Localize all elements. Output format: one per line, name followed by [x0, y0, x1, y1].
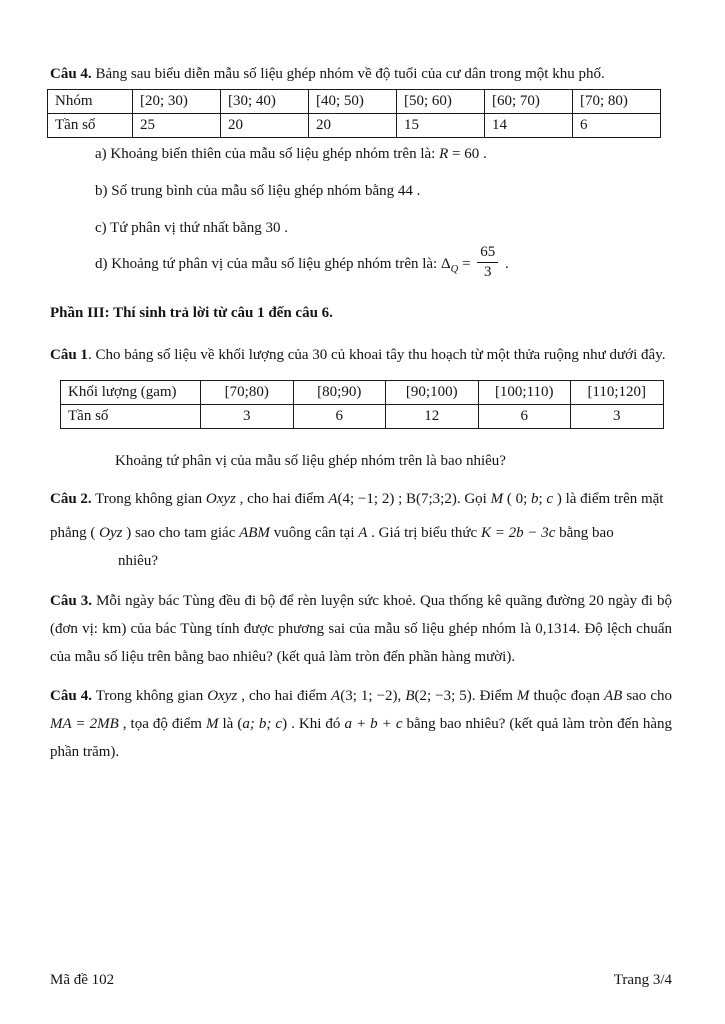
part3-question-3 [50, 587, 672, 671]
question-label: Câu 4. [50, 66, 92, 82]
question-text: là ( [218, 716, 243, 732]
table-cell: 3 [571, 405, 664, 429]
table-header-cell: Tần số [61, 405, 201, 429]
table-cell: 20 [309, 114, 397, 138]
statement-c-text: c) Tứ phân vị thứ nhất bằng [95, 220, 266, 236]
part2-question-4-intro [50, 64, 672, 85]
table-cell: [110;120] [571, 381, 664, 405]
delta-symbol: Δ [440, 255, 451, 272]
question-text: , cho hai điểm [237, 688, 332, 704]
question-text: Bảng sau biểu diễn mẫu số liệu ghép nhóm về độ tuổi của cư dân trong một khu phố. [91, 66, 605, 82]
exam-code: Mã đề 102 [50, 972, 115, 988]
question-text: , cho hai điểm [235, 491, 329, 507]
table-cell: [20; 30) [133, 90, 221, 114]
part3-question-2 [50, 485, 672, 513]
table-cell: [40; 50) [309, 90, 397, 114]
math-variable: ABM [239, 525, 270, 541]
question-text: . Giá trị biểu thức [367, 525, 481, 541]
math-variable: M [516, 688, 530, 704]
table-cell: 6 [293, 405, 386, 429]
math-expression: MA = 2MB [50, 716, 119, 732]
table-header-cell: Nhóm [48, 90, 133, 114]
fraction-denominator: 3 [483, 264, 492, 280]
question-label: Câu 4. [50, 688, 92, 704]
question-text: ) là điểm trên mặt [553, 491, 664, 507]
question-text: ( 0; [503, 491, 531, 507]
statement-d [95, 246, 672, 283]
table-header-cell: Tần số [48, 114, 133, 138]
table-cell: 6 [573, 114, 661, 138]
question-text: (4; −1; 2) ; B(7;3;2). Gọi [337, 491, 491, 507]
table-cell: [80;90) [293, 381, 386, 405]
question-text: vuông cân tại [269, 525, 359, 541]
fraction-numerator: 65 [477, 244, 498, 263]
math-variable: A [358, 525, 368, 541]
math-variable: A [328, 491, 338, 507]
question-1-prompt: Khoảng tứ phân vị của mẫu số liệu ghép nhóm trên là bao nhiêu? [115, 453, 506, 469]
statement-c-value: 30 . [265, 220, 289, 236]
part3-question-4 [50, 682, 672, 766]
table-cell: [70; 80) [573, 90, 661, 114]
question-text: thuộc đoạn [529, 688, 604, 704]
question-text: ) sao cho tam giác [122, 525, 240, 541]
table-row-mass [61, 381, 664, 405]
statement-b-text: b) Số trung bình của mẫu số liệu ghép nhóm bằng [95, 183, 398, 199]
question-text: . Cho bảng số liệu về khối lượng của 30 củ khoai tây thu hoạch từ một thửa ruộng như dưới đây. [87, 347, 666, 363]
part3-heading: Phần III: Thí sinh trả lời từ câu 1 đến câu 6. [50, 305, 333, 321]
statement-a-text: a) Khoảng biến thiên của mẫu số liệu ghép nhóm trên là: [95, 146, 440, 162]
math-variable: M [205, 716, 219, 732]
table-cell: [100;110) [478, 381, 571, 405]
page-number: Trang 3/4 [613, 972, 672, 988]
math-variable: R [439, 146, 449, 162]
question-text: bằng bao nhiêu? (kết quả làm tròn đến hàng phần trăm). [50, 716, 673, 760]
math-variable: B [405, 688, 415, 704]
math-variable: A [331, 688, 341, 704]
statement-d-text: d) Khoảng tứ phân vị của mẫu số liệu ghép nhóm trên là: [95, 255, 441, 272]
question-text: Trong không gian [91, 491, 206, 507]
question-text: , tọa độ điểm [118, 716, 206, 732]
table-cell: 20 [221, 114, 309, 138]
question-label: Câu 2. [50, 491, 92, 507]
statement-a-value: = 60 . [448, 146, 487, 162]
table-cell: [50; 60) [397, 90, 485, 114]
page-content [50, 64, 672, 766]
table-row-frequencies [48, 114, 661, 138]
table-cell: 3 [201, 405, 294, 429]
part3-question-1 [50, 341, 672, 369]
math-expression: K = 2b − 3c [480, 525, 556, 541]
table-cell: 14 [485, 114, 573, 138]
math-expression: a + b + c [344, 716, 403, 732]
math-variable: Oxyz [205, 491, 236, 507]
question-text: Trong không gian [91, 688, 208, 704]
table-header-cell: Khối lượng (gam) [61, 381, 201, 405]
table-cell: 15 [397, 114, 485, 138]
age-frequency-table [47, 89, 661, 138]
question-2-continued [50, 519, 672, 575]
table-cell: [30; 40) [221, 90, 309, 114]
question-text: bằng bao [555, 525, 614, 541]
question-text: (2; −3; 5). Điểm [414, 688, 517, 704]
table-cell: [70;80) [201, 381, 294, 405]
page-footer [50, 970, 672, 990]
table-row-groups [48, 90, 661, 114]
question-text: (3; 1; −2), [340, 688, 406, 704]
math-variable: Oxyz [207, 688, 238, 704]
table-cell: 12 [386, 405, 479, 429]
fraction [477, 244, 498, 281]
table-cell: 6 [478, 405, 571, 429]
statement-b [95, 181, 672, 201]
question-label: Câu 1 [50, 347, 88, 363]
potato-mass-table [60, 380, 664, 429]
equals-sign: = [458, 255, 475, 272]
question-text: sao cho [622, 688, 672, 704]
statement-b-value: 44 . [397, 183, 421, 199]
question-text: ) . Khi đó [282, 716, 345, 732]
math-variable: Oyz [99, 525, 123, 541]
math-variable: M [490, 491, 504, 507]
table-row-frequencies [61, 405, 664, 429]
table-cell: 25 [133, 114, 221, 138]
math-variable: b [531, 491, 539, 507]
math-expression: a; b; c [242, 716, 283, 732]
question-text-indented: nhiêu? [118, 553, 158, 569]
table-cell: [90;100) [386, 381, 479, 405]
delta-subscript: Q [450, 263, 459, 275]
question-label: Câu 3. [50, 593, 93, 609]
statement-c [95, 218, 672, 238]
question-text: Mỗi ngày bác Tùng đều đi bộ để rèn luyện sức khoẻ. Qua thống kê quãng đường 20 ngày đi bộ (đơn vị: km) của bác Tùng tính được phương sai của mẫu số liệu ghép nhóm là 0,1314. Độ lệch chuẩn của mẫu số liệu trên bằng bao nhiêu? (kết quả làm tròn đến phần hàng mười). [50, 593, 672, 665]
question-text: ; [538, 491, 547, 507]
statement-a [95, 144, 672, 164]
period: . [501, 255, 509, 272]
question-text: phẳng ( [50, 525, 100, 541]
table-cell: [60; 70) [485, 90, 573, 114]
math-variable: c [546, 491, 554, 507]
math-variable: AB [603, 688, 623, 704]
